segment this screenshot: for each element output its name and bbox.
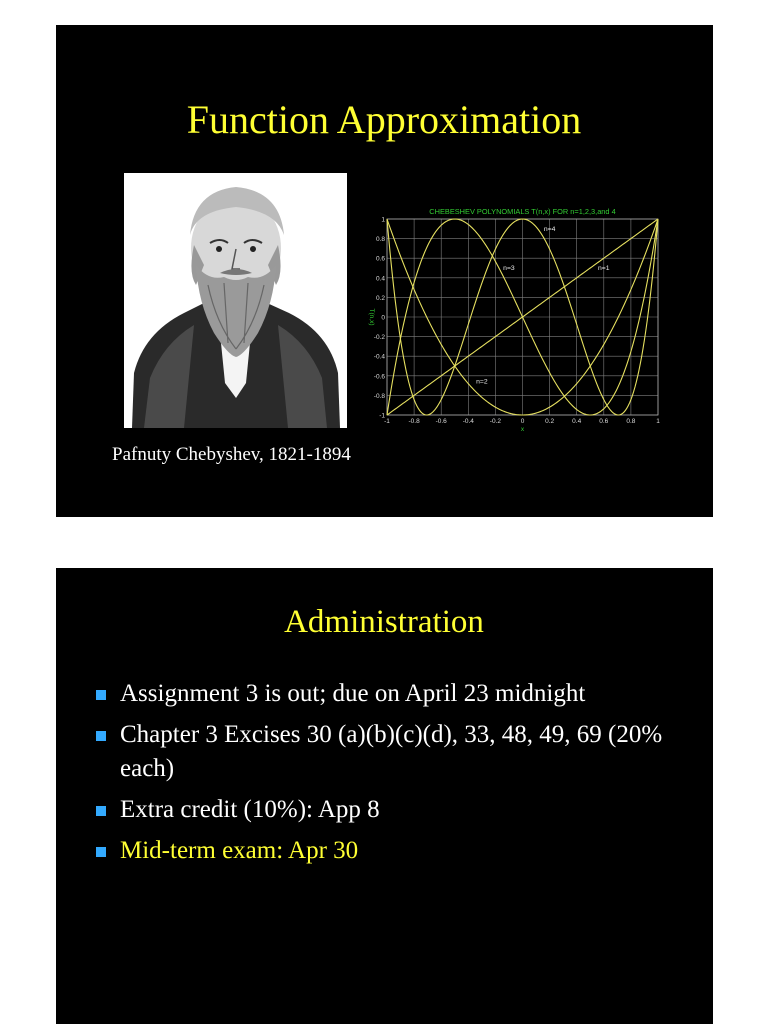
series-label: n=3 bbox=[503, 264, 515, 272]
bullet-square-icon bbox=[96, 731, 106, 741]
series-label: n=4 bbox=[543, 225, 556, 233]
bullet-text: Mid-term exam: Apr 30 bbox=[120, 837, 359, 864]
series-label: n=1 bbox=[598, 264, 610, 272]
bullet-text: Extra credit (10%): App 8 bbox=[120, 796, 380, 823]
bullet-item bbox=[92, 834, 692, 868]
slide-title: Function Approximation bbox=[186, 97, 582, 142]
y-tick-label: -0.4 bbox=[373, 353, 385, 361]
y-tick-label: -0.2 bbox=[373, 334, 385, 342]
x-tick-label: -0.6 bbox=[435, 418, 447, 425]
bullet-square-icon bbox=[96, 690, 106, 700]
y-tick-label: -0.8 bbox=[373, 392, 385, 400]
x-tick-label: 0.4 bbox=[572, 418, 582, 425]
bullet-text: Assignment 3 is out; due on April 23 midnight bbox=[120, 680, 586, 707]
y-tick-label: 1 bbox=[381, 216, 385, 224]
bullet-item bbox=[92, 718, 692, 786]
bullet-square-icon bbox=[96, 806, 106, 816]
bullet-text: Chapter 3 Excises 30 (a)(b)(c)(d), 33, 48, 49, 69 (20% each) bbox=[120, 721, 663, 782]
y-tick-label: -1 bbox=[379, 412, 385, 420]
series-label: n=2 bbox=[476, 378, 488, 386]
bullet-item bbox=[92, 793, 692, 827]
chebyshev-portrait bbox=[124, 173, 347, 428]
y-tick-label: 0.8 bbox=[375, 236, 385, 244]
y-tick-label: 0.2 bbox=[375, 294, 385, 302]
x-tick-label: 0.2 bbox=[545, 418, 555, 425]
administration-bullet-list bbox=[92, 677, 692, 875]
bullet-item bbox=[92, 677, 692, 711]
y-tick-label: -0.6 bbox=[373, 373, 385, 381]
y-tick-label: 0.4 bbox=[375, 275, 385, 283]
y-tick-label: 0 bbox=[381, 314, 385, 322]
x-tick-label: -0.2 bbox=[489, 418, 502, 425]
chebyshev-polynomials-chart bbox=[356, 202, 672, 434]
portrait-caption: Pafnuty Chebyshev, 1821-1894 bbox=[112, 444, 351, 465]
x-axis-label: x bbox=[520, 426, 525, 433]
x-tick-label: 0.6 bbox=[599, 418, 609, 425]
y-tick-label: 0.6 bbox=[375, 255, 385, 263]
x-tick-label: 0 bbox=[520, 418, 525, 425]
chart-title: CHEBESHEV POLYNOMIALS T(n,x) FOR n=1,2,3,and 4 bbox=[429, 207, 616, 216]
y-axis-label: T(n,x) bbox=[368, 308, 375, 326]
x-tick-label: 0.8 bbox=[626, 418, 636, 425]
x-tick-label: 1 bbox=[656, 418, 660, 425]
x-tick-label: -0.4 bbox=[462, 418, 474, 425]
slide-title-administration: Administration bbox=[284, 604, 484, 640]
x-tick-label: -1 bbox=[384, 418, 390, 425]
bullet-square-icon bbox=[96, 847, 106, 857]
x-tick-label: -0.8 bbox=[408, 418, 420, 425]
